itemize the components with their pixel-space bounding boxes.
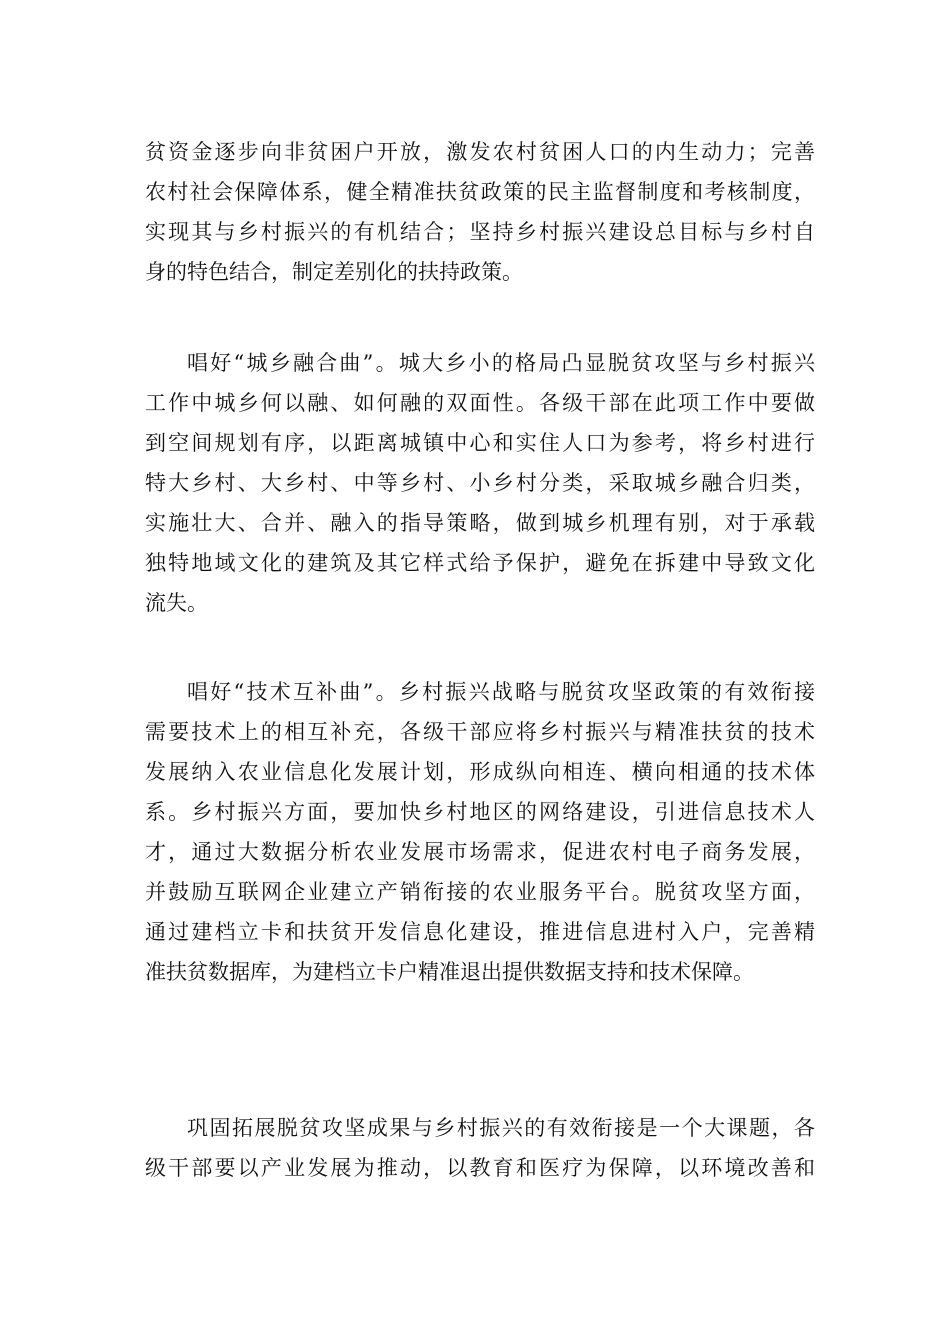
text-line: 贫资金逐步向非贫困户开放，激发农村贫困人口的内生动力；完善 [145, 140, 815, 164]
text-line: 发展纳入农业信息化发展计划，形成纵向相连、横向相通的技术体 [145, 760, 815, 784]
text-line: 唱好“城乡融合曲”。城大乡小的格局凸显脱贫攻坚与乡村振兴 [187, 351, 815, 375]
text-line: 需要技术上的相互补充，各级干部应将乡村振兴与精准扶贫的技术 [145, 720, 815, 744]
text-line: 到空间规划有序，以距离城镇中心和实住人口为参考，将乡村进行 [145, 431, 815, 455]
text-line: 身的特色结合，制定差别化的扶持政策。 [145, 260, 523, 284]
text-line: 实施壮大、合并、融入的指导策略，做到城乡机理有别，对于承载 [145, 511, 815, 535]
text-line: 独特地域文化的建筑及其它样式给予保护，避免在拆建中导致文化 [145, 551, 815, 575]
text-line: 工作中城乡何以融、如何融的双面性。各级干部在此项工作中要做 [145, 391, 815, 415]
text-line: 唱好“技术互补曲”。乡村振兴战略与脱贫攻坚政策的有效衔接 [187, 680, 815, 704]
text-line: 系。乡村振兴方面，要加快乡村地区的网络建设，引进信息技术人 [145, 800, 815, 824]
text-line: 农村社会保障体系，健全精准扶贫政策的民主监督制度和考核制度， [145, 180, 815, 204]
text-line: 巩固拓展脱贫攻坚成果与乡村振兴的有效衔接是一个大课题，各 [187, 1116, 815, 1140]
paragraph-4 [145, 1108, 815, 1188]
paragraph-1 [145, 132, 815, 292]
text-line: 通过建档立卡和扶贫开发信息化建设，推进信息进村入户，完善精 [145, 920, 815, 944]
text-line: 级干部要以产业发展为推动，以教育和医疗为保障，以环境改善和 [145, 1156, 815, 1180]
text-line: 并鼓励互联网企业建立产销衔接的农业服务平台。脱贫攻坚方面， [145, 880, 815, 904]
paragraph-2 [145, 343, 815, 623]
text-line: 才，通过大数据分析农业发展市场需求，促进农村电子商务发展， [145, 840, 815, 864]
paragraph-3 [145, 672, 815, 992]
text-line: 实现其与乡村振兴的有机结合；坚持乡村振兴建设总目标与乡村自 [145, 220, 815, 244]
text-line: 特大乡村、大乡村、中等乡村、小乡村分类，采取城乡融合归类， [145, 471, 815, 495]
text-line: 流失。 [145, 591, 208, 615]
text-line: 准扶贫数据库，为建档立卡户精准退出提供数据支持和技术保障。 [145, 960, 754, 984]
